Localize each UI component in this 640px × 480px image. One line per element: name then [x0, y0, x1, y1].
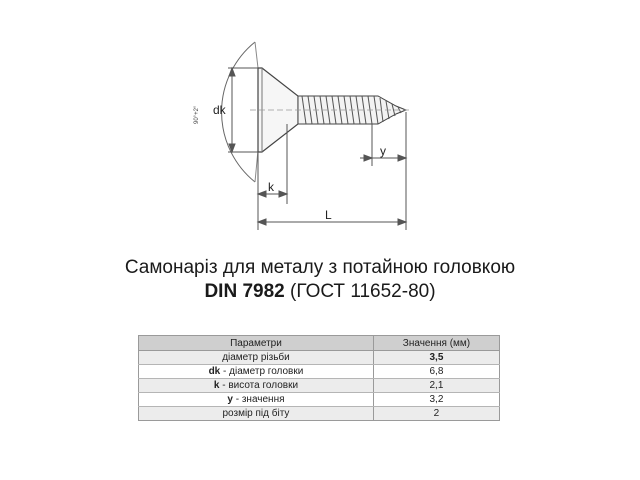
- l-dimension: [258, 166, 406, 230]
- table-header-row: [139, 336, 500, 351]
- value-cell: 3,5: [373, 351, 499, 365]
- standard-line: [0, 280, 640, 304]
- param-text: діаметр різьби: [222, 352, 290, 363]
- l-label: L: [325, 208, 332, 222]
- param-cell: [139, 379, 374, 393]
- header-values: Значення (мм): [373, 336, 499, 351]
- y-label: y: [380, 144, 386, 158]
- param-text: - діаметр головки: [220, 366, 304, 377]
- value-cell: 3,2: [373, 393, 499, 407]
- value-cell: 2: [373, 407, 499, 421]
- param-symbol: dk: [208, 366, 221, 377]
- gost-reference: (ГОСТ 11652-80): [290, 281, 436, 302]
- param-cell: [139, 351, 374, 365]
- header-parameters: Параметри: [139, 336, 374, 351]
- k-label: k: [268, 180, 274, 194]
- table-row: [139, 393, 500, 407]
- param-text: - висота головки: [219, 380, 299, 391]
- param-text: розмір під біту: [222, 408, 290, 419]
- param-cell: [139, 393, 374, 407]
- param-text: - значення: [232, 394, 285, 405]
- value-cell: 6,8: [373, 365, 499, 379]
- angle-arc: [222, 42, 255, 182]
- value-cell: 2,1: [373, 379, 499, 393]
- param-cell: [139, 407, 374, 421]
- title-block: [0, 256, 640, 304]
- table-row: [139, 351, 500, 365]
- param-symbol: y: [227, 394, 233, 405]
- angle-label: 90°+2°: [194, 105, 200, 124]
- product-title: Самонаріз для металу з потайною головкою: [124, 257, 516, 278]
- table-row: [139, 365, 500, 379]
- dk-label: dk: [213, 103, 226, 117]
- standard-name: DIN 7982: [204, 281, 285, 302]
- param-symbol: k: [213, 380, 220, 391]
- table-row: [139, 379, 500, 393]
- param-cell: [139, 365, 374, 379]
- spec-table: [138, 335, 500, 421]
- table-row: [139, 407, 500, 421]
